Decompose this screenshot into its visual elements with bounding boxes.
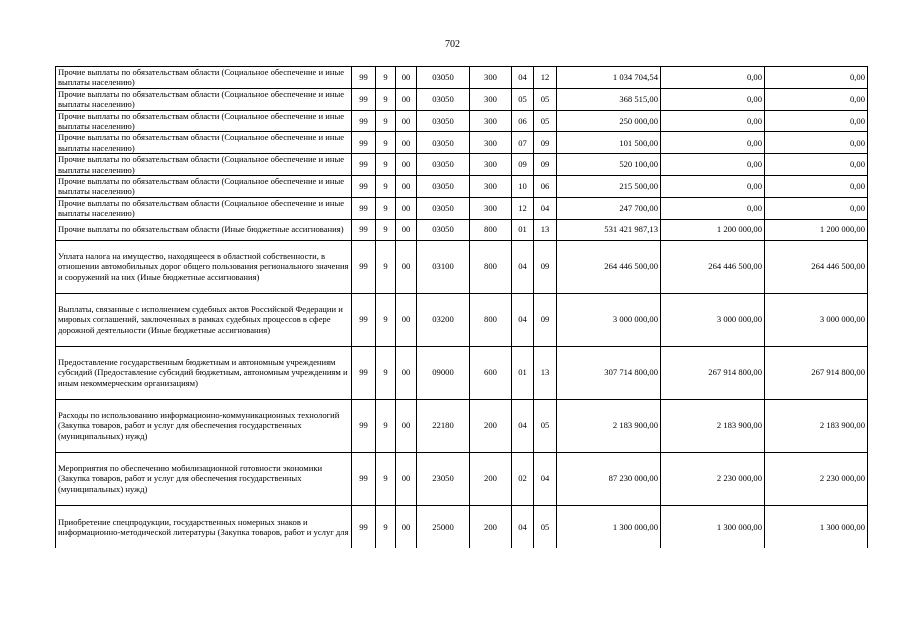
row-section: 01: [512, 219, 534, 240]
row-section: 01: [512, 346, 534, 399]
row-section: 10: [512, 176, 534, 198]
row-expense-type: 200: [470, 505, 512, 548]
row-amount-1: 2 183 900,00: [557, 399, 661, 452]
row-amount-1: 368 515,00: [557, 88, 661, 110]
table-row: [56, 505, 868, 548]
row-code-2: 9: [376, 240, 396, 293]
row-code-3: 00: [396, 505, 417, 548]
row-code-2: 9: [376, 219, 396, 240]
row-section: 04: [512, 67, 534, 89]
row-description: Прочие выплаты по обязательствам области (Социальное обеспечение и иные выплаты населению): [56, 197, 352, 219]
row-expense-type: 800: [470, 240, 512, 293]
row-amount-2: 1 200 000,00: [661, 219, 765, 240]
row-amount-1: 307 714 800,00: [557, 346, 661, 399]
row-subsection: 04: [534, 452, 557, 505]
row-code-1: 99: [352, 197, 376, 219]
row-code-1: 99: [352, 154, 376, 176]
row-amount-1: 3 000 000,00: [557, 293, 661, 346]
row-code-3: 00: [396, 110, 417, 132]
row-amount-3: 1 300 000,00: [765, 505, 868, 548]
row-code-3: 00: [396, 346, 417, 399]
row-section: 04: [512, 293, 534, 346]
row-code-1: 99: [352, 110, 376, 132]
row-amount-3: 2 183 900,00: [765, 399, 868, 452]
row-expense-type: 300: [470, 67, 512, 89]
row-code-3: 00: [396, 132, 417, 154]
row-code-4: 03050: [417, 154, 470, 176]
row-amount-1: 87 230 000,00: [557, 452, 661, 505]
row-code-3: 00: [396, 176, 417, 198]
row-subsection: 09: [534, 293, 557, 346]
row-amount-3: 0,00: [765, 197, 868, 219]
row-subsection: 09: [534, 132, 557, 154]
row-code-3: 00: [396, 67, 417, 89]
row-subsection: 06: [534, 176, 557, 198]
row-expense-type: 200: [470, 452, 512, 505]
row-section: 06: [512, 110, 534, 132]
row-amount-1: 250 000,00: [557, 110, 661, 132]
row-section: 04: [512, 505, 534, 548]
row-section: 12: [512, 197, 534, 219]
row-subsection: 13: [534, 219, 557, 240]
table-row: [56, 399, 868, 452]
row-amount-3: 0,00: [765, 67, 868, 89]
row-amount-2: 0,00: [661, 132, 765, 154]
row-expense-type: 300: [470, 197, 512, 219]
row-code-4: 09000: [417, 346, 470, 399]
row-section: 04: [512, 240, 534, 293]
row-expense-type: 800: [470, 293, 512, 346]
row-amount-3: 1 200 000,00: [765, 219, 868, 240]
table-body: [56, 67, 868, 549]
table-row: [56, 240, 868, 293]
row-code-3: 00: [396, 219, 417, 240]
row-subsection: 05: [534, 399, 557, 452]
row-code-4: 03100: [417, 240, 470, 293]
row-subsection: 12: [534, 67, 557, 89]
table-row: [56, 132, 868, 154]
row-section: 02: [512, 452, 534, 505]
row-expense-type: 300: [470, 154, 512, 176]
table-row: [56, 67, 868, 89]
row-code-3: 00: [396, 293, 417, 346]
row-code-2: 9: [376, 399, 396, 452]
row-code-4: 03050: [417, 197, 470, 219]
row-expense-type: 200: [470, 399, 512, 452]
row-amount-3: 0,00: [765, 176, 868, 198]
table-row: [56, 88, 868, 110]
row-subsection: 05: [534, 505, 557, 548]
row-amount-2: 0,00: [661, 197, 765, 219]
row-amount-3: 0,00: [765, 88, 868, 110]
row-code-2: 9: [376, 452, 396, 505]
row-subsection: 04: [534, 197, 557, 219]
row-code-3: 00: [396, 154, 417, 176]
row-code-2: 9: [376, 67, 396, 89]
row-code-1: 99: [352, 505, 376, 548]
row-subsection: 13: [534, 346, 557, 399]
row-amount-3: 0,00: [765, 132, 868, 154]
row-amount-2: 267 914 800,00: [661, 346, 765, 399]
row-amount-3: 2 230 000,00: [765, 452, 868, 505]
row-expense-type: 300: [470, 110, 512, 132]
row-code-1: 99: [352, 132, 376, 154]
row-expense-type: 300: [470, 176, 512, 198]
row-subsection: 09: [534, 240, 557, 293]
table-row: [56, 197, 868, 219]
row-amount-1: 520 100,00: [557, 154, 661, 176]
row-section: 05: [512, 88, 534, 110]
row-code-4: 03200: [417, 293, 470, 346]
row-amount-2: 0,00: [661, 154, 765, 176]
row-amount-3: 3 000 000,00: [765, 293, 868, 346]
row-amount-1: 1 034 704,54: [557, 67, 661, 89]
budget-table: [55, 66, 868, 548]
row-code-2: 9: [376, 293, 396, 346]
row-section: 07: [512, 132, 534, 154]
row-description: Приобретение спецпродукции, государственных номерных знаков и информационно-методической литературы (Закупка товаров, работ и услуг для: [56, 505, 352, 548]
page-number: 702: [445, 39, 460, 50]
row-code-3: 00: [396, 240, 417, 293]
row-subsection: 05: [534, 88, 557, 110]
row-code-1: 99: [352, 452, 376, 505]
row-expense-type: 300: [470, 88, 512, 110]
row-code-3: 00: [396, 197, 417, 219]
row-code-2: 9: [376, 505, 396, 548]
row-description: Прочие выплаты по обязательствам области (Социальное обеспечение и иные выплаты населению): [56, 88, 352, 110]
row-code-4: 03050: [417, 176, 470, 198]
table-row: [56, 452, 868, 505]
row-amount-3: 0,00: [765, 110, 868, 132]
table-row: [56, 346, 868, 399]
row-description: Уплата налога на имущество, находящееся в областной собственности, в отношении автомобильных дорог общего пользования регионального значения и сооружений на них (Иные бюджетные ассигнования): [56, 240, 352, 293]
row-code-1: 99: [352, 240, 376, 293]
row-description: Прочие выплаты по обязательствам области (Социальное обеспечение и иные выплаты населению): [56, 67, 352, 89]
row-code-4: 03050: [417, 132, 470, 154]
row-code-3: 00: [396, 452, 417, 505]
row-amount-2: 2 230 000,00: [661, 452, 765, 505]
row-amount-2: 0,00: [661, 110, 765, 132]
row-subsection: 09: [534, 154, 557, 176]
row-amount-2: 264 446 500,00: [661, 240, 765, 293]
row-code-1: 99: [352, 67, 376, 89]
row-description: Прочие выплаты по обязательствам области (Социальное обеспечение и иные выплаты населению): [56, 132, 352, 154]
row-code-1: 99: [352, 399, 376, 452]
row-section: 09: [512, 154, 534, 176]
row-code-4: 03050: [417, 67, 470, 89]
row-section: 04: [512, 399, 534, 452]
row-description: Мероприятия по обеспечению мобилизационной готовности экономики (Закупка товаров, работ и услуг для обеспечения государственных (муниципальных) нужд): [56, 452, 352, 505]
row-code-2: 9: [376, 346, 396, 399]
row-description: Предоставление государственным бюджетным и автономным учреждениям субсидий (Предоставление субсидий бюджетным, автономным учреждениям и иным некоммерческим организациям): [56, 346, 352, 399]
row-description: Прочие выплаты по обязательствам области (Социальное обеспечение и иные выплаты населению): [56, 110, 352, 132]
row-code-2: 9: [376, 110, 396, 132]
row-code-2: 9: [376, 132, 396, 154]
row-amount-2: 0,00: [661, 67, 765, 89]
row-description: Выплаты, связанные с исполнением судебных актов Российской Федерации и мировых соглашений, заключенных в рамках судебных процессов в сфере дорожной деятельности (Иные бюджетные ассигнования): [56, 293, 352, 346]
row-amount-1: 101 500,00: [557, 132, 661, 154]
row-amount-1: 247 700,00: [557, 197, 661, 219]
row-expense-type: 600: [470, 346, 512, 399]
row-description: Прочие выплаты по обязательствам области (Социальное обеспечение и иные выплаты населению): [56, 176, 352, 198]
row-amount-1: 264 446 500,00: [557, 240, 661, 293]
row-code-1: 99: [352, 219, 376, 240]
row-description: Прочие выплаты по обязательствам области (Социальное обеспечение и иные выплаты населению): [56, 154, 352, 176]
row-expense-type: 300: [470, 132, 512, 154]
row-code-1: 99: [352, 346, 376, 399]
row-amount-3: 0,00: [765, 154, 868, 176]
row-code-4: 03050: [417, 219, 470, 240]
row-amount-2: 0,00: [661, 88, 765, 110]
row-code-4: 22180: [417, 399, 470, 452]
row-code-2: 9: [376, 88, 396, 110]
row-amount-2: 3 000 000,00: [661, 293, 765, 346]
table-row: [56, 176, 868, 198]
row-amount-2: 0,00: [661, 176, 765, 198]
row-code-4: 23050: [417, 452, 470, 505]
row-code-2: 9: [376, 154, 396, 176]
row-code-2: 9: [376, 197, 396, 219]
row-expense-type: 800: [470, 219, 512, 240]
table-row: [56, 154, 868, 176]
table-row: [56, 293, 868, 346]
row-amount-1: 531 421 987,13: [557, 219, 661, 240]
row-amount-3: 267 914 800,00: [765, 346, 868, 399]
row-code-1: 99: [352, 88, 376, 110]
row-code-1: 99: [352, 293, 376, 346]
row-amount-1: 215 500,00: [557, 176, 661, 198]
row-code-4: 03050: [417, 88, 470, 110]
row-subsection: 05: [534, 110, 557, 132]
table-row: [56, 110, 868, 132]
row-code-4: 03050: [417, 110, 470, 132]
row-code-4: 25000: [417, 505, 470, 548]
row-description: Расходы по использованию информационно-коммуникационных технологий (Закупка товаров, работ и услуг для обеспечения государственных (муниципальных) нужд): [56, 399, 352, 452]
row-amount-1: 1 300 000,00: [557, 505, 661, 548]
row-amount-2: 1 300 000,00: [661, 505, 765, 548]
row-code-3: 00: [396, 88, 417, 110]
row-amount-3: 264 446 500,00: [765, 240, 868, 293]
row-code-2: 9: [376, 176, 396, 198]
table-row: [56, 219, 868, 240]
row-amount-2: 2 183 900,00: [661, 399, 765, 452]
row-description: Прочие выплаты по обязательствам области (Иные бюджетные ассигнования): [56, 219, 352, 240]
row-code-3: 00: [396, 399, 417, 452]
row-code-1: 99: [352, 176, 376, 198]
